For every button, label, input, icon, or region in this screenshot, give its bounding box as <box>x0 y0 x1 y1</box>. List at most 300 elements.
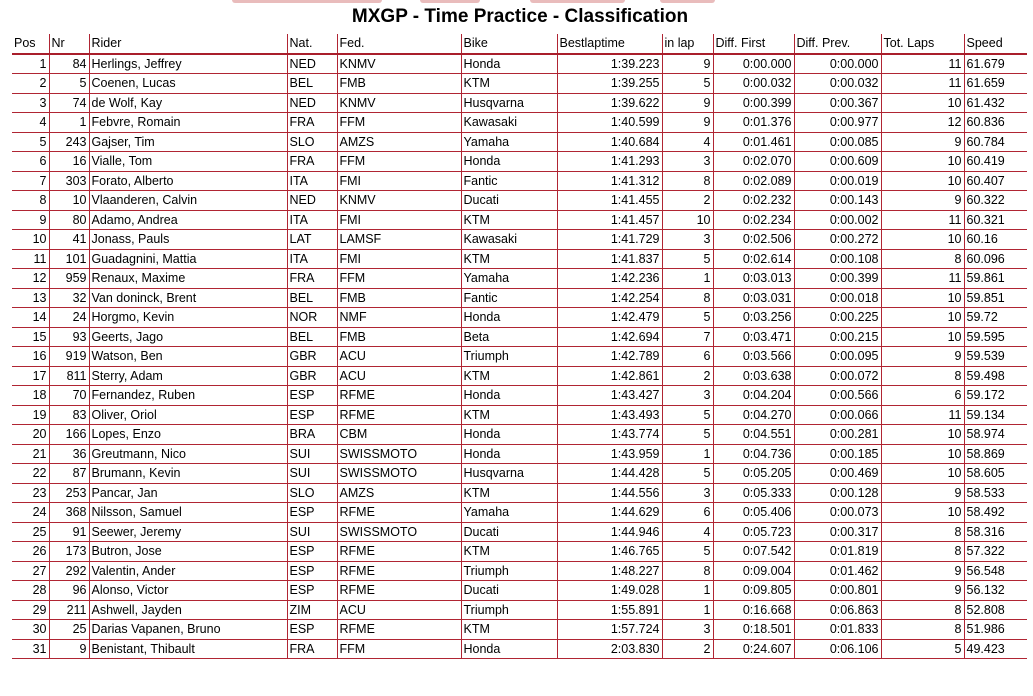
cell-rider: Butron, Jose <box>89 542 287 562</box>
cell-fed: FMB <box>337 327 461 347</box>
cell-rider: Guadagnini, Mattia <box>89 249 287 269</box>
cell-bike: Honda <box>461 425 557 445</box>
cell-tot-laps: 10 <box>881 288 964 308</box>
cell-speed: 58.974 <box>964 425 1027 445</box>
cell-diff-first: 0:00.032 <box>713 74 794 94</box>
cell-diff-first: 0:02.234 <box>713 210 794 230</box>
table-row <box>12 269 1027 289</box>
cell-pos: 2 <box>12 74 49 94</box>
table-row <box>12 74 1027 94</box>
cell-pos: 26 <box>12 542 49 562</box>
cell-nr: 253 <box>49 483 89 503</box>
cell-in-lap: 5 <box>662 464 713 484</box>
cell-in-lap: 2 <box>662 191 713 211</box>
cell-speed: 59.861 <box>964 269 1027 289</box>
cell-diff-prev: 0:00.002 <box>794 210 881 230</box>
cell-bike: Beta <box>461 327 557 347</box>
column-header-fed[interactable]: Fed. <box>337 34 461 54</box>
cell-bestlaptime: 1:39.223 <box>557 54 662 74</box>
cell-bike: Fantic <box>461 288 557 308</box>
cell-tot-laps: 10 <box>881 93 964 113</box>
cell-diff-first: 0:18.501 <box>713 620 794 640</box>
table-row <box>12 464 1027 484</box>
cell-diff-prev: 0:00.399 <box>794 269 881 289</box>
cell-rider: Van doninck, Brent <box>89 288 287 308</box>
cell-fed: RFME <box>337 405 461 425</box>
cell-speed: 60.836 <box>964 113 1027 133</box>
cell-fed: RFME <box>337 561 461 581</box>
cell-diff-first: 0:09.004 <box>713 561 794 581</box>
table-row <box>12 425 1027 445</box>
column-header-nr[interactable]: Nr <box>49 34 89 54</box>
cell-fed: RFME <box>337 581 461 601</box>
column-header-rider[interactable]: Rider <box>89 34 287 54</box>
cell-rider: Forato, Alberto <box>89 171 287 191</box>
cell-rider: Coenen, Lucas <box>89 74 287 94</box>
cell-bestlaptime: 1:42.254 <box>557 288 662 308</box>
cell-bestlaptime: 1:43.959 <box>557 444 662 464</box>
cell-diff-prev: 0:01.462 <box>794 561 881 581</box>
cell-bike: Yamaha <box>461 132 557 152</box>
cell-nat: LAT <box>287 230 337 250</box>
cell-tot-laps: 12 <box>881 113 964 133</box>
cell-tot-laps: 5 <box>881 639 964 659</box>
cell-diff-prev: 0:00.072 <box>794 366 881 386</box>
cell-in-lap: 3 <box>662 230 713 250</box>
cell-in-lap: 4 <box>662 522 713 542</box>
cell-speed: 59.595 <box>964 327 1027 347</box>
cell-speed: 51.986 <box>964 620 1027 640</box>
cell-diff-first: 0:02.089 <box>713 171 794 191</box>
cell-pos: 17 <box>12 366 49 386</box>
cell-pos: 13 <box>12 288 49 308</box>
header-row <box>12 34 1027 54</box>
cell-bike: KTM <box>461 542 557 562</box>
cell-diff-first: 0:00.399 <box>713 93 794 113</box>
cell-nr: 811 <box>49 366 89 386</box>
table-row <box>12 93 1027 113</box>
cell-fed: FMB <box>337 288 461 308</box>
cell-in-lap: 3 <box>662 483 713 503</box>
cell-nat: SLO <box>287 132 337 152</box>
cell-diff-prev: 0:00.977 <box>794 113 881 133</box>
cell-bike: Ducati <box>461 191 557 211</box>
table-row <box>12 347 1027 367</box>
cell-fed: ACU <box>337 347 461 367</box>
cell-tot-laps: 11 <box>881 405 964 425</box>
column-header-pos[interactable]: Pos <box>12 34 49 54</box>
cell-bike: Honda <box>461 444 557 464</box>
cell-bike: Honda <box>461 152 557 172</box>
cell-bike: Husqvarna <box>461 464 557 484</box>
cell-diff-first: 0:02.232 <box>713 191 794 211</box>
cell-diff-first: 0:03.031 <box>713 288 794 308</box>
table-row <box>12 54 1027 74</box>
cell-diff-first: 0:05.333 <box>713 483 794 503</box>
table-row <box>12 230 1027 250</box>
cell-rider: Greutmann, Nico <box>89 444 287 464</box>
cell-rider: Geerts, Jago <box>89 327 287 347</box>
cell-bestlaptime: 1:43.493 <box>557 405 662 425</box>
cell-diff-prev: 0:00.609 <box>794 152 881 172</box>
table-row <box>12 132 1027 152</box>
cell-nr: 84 <box>49 54 89 74</box>
cell-fed: RFME <box>337 542 461 562</box>
column-header-bestlaptime[interactable]: Bestlaptime <box>557 34 662 54</box>
cell-fed: ACU <box>337 366 461 386</box>
page-title: MXGP - Time Practice - Classification <box>351 6 689 27</box>
cell-pos: 23 <box>12 483 49 503</box>
cell-bestlaptime: 1:40.599 <box>557 113 662 133</box>
table-row <box>12 327 1027 347</box>
cell-diff-first: 0:03.013 <box>713 269 794 289</box>
cell-diff-first: 0:03.638 <box>713 366 794 386</box>
cell-nr: 292 <box>49 561 89 581</box>
cell-diff-prev: 0:00.095 <box>794 347 881 367</box>
cell-diff-prev: 0:00.018 <box>794 288 881 308</box>
cell-diff-prev: 0:00.108 <box>794 249 881 269</box>
cell-bestlaptime: 1:41.293 <box>557 152 662 172</box>
cell-diff-first: 0:04.270 <box>713 405 794 425</box>
cell-bestlaptime: 1:41.312 <box>557 171 662 191</box>
cell-in-lap: 4 <box>662 132 713 152</box>
cell-bestlaptime: 1:41.729 <box>557 230 662 250</box>
cell-nr: 368 <box>49 503 89 523</box>
cell-bestlaptime: 1:42.694 <box>557 327 662 347</box>
cell-in-lap: 5 <box>662 249 713 269</box>
cell-nat: GBR <box>287 347 337 367</box>
cell-speed: 52.808 <box>964 600 1027 620</box>
cell-nr: 24 <box>49 308 89 328</box>
cell-fed: FMI <box>337 210 461 230</box>
cell-nat: ZIM <box>287 600 337 620</box>
table-row <box>12 152 1027 172</box>
cell-tot-laps: 9 <box>881 561 964 581</box>
cell-diff-prev: 0:00.185 <box>794 444 881 464</box>
cell-pos: 29 <box>12 600 49 620</box>
cell-speed: 59.172 <box>964 386 1027 406</box>
cell-diff-prev: 0:00.019 <box>794 171 881 191</box>
table-row <box>12 522 1027 542</box>
cell-rider: Gajser, Tim <box>89 132 287 152</box>
cell-nr: 74 <box>49 93 89 113</box>
column-header-in-lap[interactable]: in lap <box>662 34 713 54</box>
cell-speed: 59.539 <box>964 347 1027 367</box>
cell-diff-first: 0:01.376 <box>713 113 794 133</box>
cell-nr: 211 <box>49 600 89 620</box>
table-row <box>12 444 1027 464</box>
cell-tot-laps: 9 <box>881 347 964 367</box>
cell-bike: Honda <box>461 308 557 328</box>
cell-in-lap: 5 <box>662 542 713 562</box>
cell-speed: 60.096 <box>964 249 1027 269</box>
cell-tot-laps: 11 <box>881 54 964 74</box>
cell-speed: 58.605 <box>964 464 1027 484</box>
cell-nr: 32 <box>49 288 89 308</box>
cell-nr: 101 <box>49 249 89 269</box>
cell-diff-first: 0:03.566 <box>713 347 794 367</box>
column-header-diff-first[interactable]: Diff. First <box>713 34 794 54</box>
cell-nr: 70 <box>49 386 89 406</box>
cell-tot-laps: 9 <box>881 483 964 503</box>
cell-bestlaptime: 1:44.629 <box>557 503 662 523</box>
cell-rider: Pancar, Jan <box>89 483 287 503</box>
cell-pos: 22 <box>12 464 49 484</box>
cell-diff-first: 0:02.614 <box>713 249 794 269</box>
cell-bestlaptime: 1:41.837 <box>557 249 662 269</box>
cell-bestlaptime: 1:44.428 <box>557 464 662 484</box>
cell-nr: 41 <box>49 230 89 250</box>
cell-speed: 49.423 <box>964 639 1027 659</box>
table-row <box>12 483 1027 503</box>
cell-bike: Triumph <box>461 347 557 367</box>
cell-diff-first: 0:09.805 <box>713 581 794 601</box>
cell-diff-prev: 0:00.566 <box>794 386 881 406</box>
cell-nr: 303 <box>49 171 89 191</box>
cell-in-lap: 6 <box>662 503 713 523</box>
cell-nat: BEL <box>287 327 337 347</box>
cell-tot-laps: 10 <box>881 425 964 445</box>
cell-nat: BEL <box>287 74 337 94</box>
cell-diff-prev: 0:00.000 <box>794 54 881 74</box>
cell-nr: 919 <box>49 347 89 367</box>
cell-bestlaptime: 1:42.236 <box>557 269 662 289</box>
cell-diff-prev: 0:00.143 <box>794 191 881 211</box>
cell-bike: Triumph <box>461 561 557 581</box>
cell-nr: 5 <box>49 74 89 94</box>
cell-diff-first: 0:04.736 <box>713 444 794 464</box>
cell-bestlaptime: 1:40.684 <box>557 132 662 152</box>
cell-bike: Ducati <box>461 522 557 542</box>
cell-nr: 36 <box>49 444 89 464</box>
cell-rider: Herlings, Jeffrey <box>89 54 287 74</box>
cell-fed: NMF <box>337 308 461 328</box>
table-row <box>12 366 1027 386</box>
table-row <box>12 600 1027 620</box>
cell-nat: SUI <box>287 522 337 542</box>
cell-tot-laps: 10 <box>881 308 964 328</box>
cell-bike: Honda <box>461 639 557 659</box>
cell-in-lap: 1 <box>662 600 713 620</box>
cell-diff-first: 0:07.542 <box>713 542 794 562</box>
cell-in-lap: 2 <box>662 366 713 386</box>
cell-bike: Fantic <box>461 171 557 191</box>
cell-bike: Honda <box>461 54 557 74</box>
cell-rider: Lopes, Enzo <box>89 425 287 445</box>
cell-pos: 1 <box>12 54 49 74</box>
table-body <box>12 54 1027 659</box>
cell-nr: 166 <box>49 425 89 445</box>
cell-bestlaptime: 1:48.227 <box>557 561 662 581</box>
cell-pos: 19 <box>12 405 49 425</box>
cell-diff-first: 0:03.471 <box>713 327 794 347</box>
table-row <box>12 386 1027 406</box>
cell-pos: 30 <box>12 620 49 640</box>
cell-bike: Kawasaki <box>461 113 557 133</box>
cell-bestlaptime: 1:49.028 <box>557 581 662 601</box>
cell-rider: Valentin, Ander <box>89 561 287 581</box>
cell-tot-laps: 6 <box>881 386 964 406</box>
column-header-bike[interactable]: Bike <box>461 34 557 54</box>
cell-diff-prev: 0:00.032 <box>794 74 881 94</box>
table-row <box>12 639 1027 659</box>
cell-in-lap: 9 <box>662 93 713 113</box>
cell-fed: RFME <box>337 503 461 523</box>
cell-pos: 7 <box>12 171 49 191</box>
table-row <box>12 581 1027 601</box>
cell-diff-first: 0:05.723 <box>713 522 794 542</box>
cell-nat: NED <box>287 191 337 211</box>
cell-pos: 31 <box>12 639 49 659</box>
cell-pos: 20 <box>12 425 49 445</box>
cell-diff-prev: 0:00.215 <box>794 327 881 347</box>
cell-diff-first: 0:05.205 <box>713 464 794 484</box>
cell-diff-first: 0:03.256 <box>713 308 794 328</box>
table-row <box>12 503 1027 523</box>
cell-fed: RFME <box>337 386 461 406</box>
cell-pos: 9 <box>12 210 49 230</box>
cell-in-lap: 8 <box>662 171 713 191</box>
cell-rider: Watson, Ben <box>89 347 287 367</box>
cell-speed: 58.869 <box>964 444 1027 464</box>
cell-bike: KTM <box>461 483 557 503</box>
cell-diff-prev: 0:00.469 <box>794 464 881 484</box>
cell-nr: 91 <box>49 522 89 542</box>
cell-nat: FRA <box>287 639 337 659</box>
cell-rider: Benistant, Thibault <box>89 639 287 659</box>
column-header-diff-prev[interactable]: Diff. Prev. <box>794 34 881 54</box>
cell-in-lap: 5 <box>662 425 713 445</box>
cell-nr: 10 <box>49 191 89 211</box>
cell-nat: ESP <box>287 581 337 601</box>
cell-pos: 10 <box>12 230 49 250</box>
cell-fed: FFM <box>337 113 461 133</box>
cell-speed: 58.316 <box>964 522 1027 542</box>
cell-in-lap: 10 <box>662 210 713 230</box>
cell-nr: 87 <box>49 464 89 484</box>
cell-in-lap: 5 <box>662 74 713 94</box>
cell-nr: 16 <box>49 152 89 172</box>
column-header-tot-laps[interactable]: Tot. Laps <box>881 34 964 54</box>
cell-diff-prev: 0:01.833 <box>794 620 881 640</box>
cell-nat: ESP <box>287 386 337 406</box>
cell-in-lap: 2 <box>662 639 713 659</box>
cell-fed: FMI <box>337 171 461 191</box>
cell-pos: 21 <box>12 444 49 464</box>
cell-nr: 83 <box>49 405 89 425</box>
cell-nat: ESP <box>287 542 337 562</box>
cell-diff-first: 0:05.406 <box>713 503 794 523</box>
cell-fed: LAMSF <box>337 230 461 250</box>
cell-pos: 12 <box>12 269 49 289</box>
cell-rider: Nilsson, Samuel <box>89 503 287 523</box>
cell-bestlaptime: 1:55.891 <box>557 600 662 620</box>
cell-tot-laps: 9 <box>881 191 964 211</box>
cell-speed: 59.72 <box>964 308 1027 328</box>
cell-bike: KTM <box>461 210 557 230</box>
cell-nr: 9 <box>49 639 89 659</box>
cell-tot-laps: 8 <box>881 620 964 640</box>
cell-speed: 60.16 <box>964 230 1027 250</box>
cell-rider: Horgmo, Kevin <box>89 308 287 328</box>
cell-bestlaptime: 1:41.457 <box>557 210 662 230</box>
cell-nat: ESP <box>287 503 337 523</box>
cell-fed: RFME <box>337 620 461 640</box>
cell-pos: 5 <box>12 132 49 152</box>
cell-tot-laps: 10 <box>881 230 964 250</box>
cell-tot-laps: 10 <box>881 503 964 523</box>
cell-diff-first: 0:02.070 <box>713 152 794 172</box>
cell-bestlaptime: 1:41.455 <box>557 191 662 211</box>
cell-tot-laps: 8 <box>881 600 964 620</box>
cell-fed: FFM <box>337 639 461 659</box>
cell-bike: KTM <box>461 74 557 94</box>
table-row <box>12 542 1027 562</box>
cell-in-lap: 3 <box>662 620 713 640</box>
cell-speed: 58.492 <box>964 503 1027 523</box>
cell-nr: 959 <box>49 269 89 289</box>
cell-nat: BRA <box>287 425 337 445</box>
cell-speed: 61.679 <box>964 54 1027 74</box>
cell-nat: ITA <box>287 171 337 191</box>
cell-in-lap: 6 <box>662 347 713 367</box>
cell-diff-first: 0:04.551 <box>713 425 794 445</box>
cell-tot-laps: 9 <box>881 132 964 152</box>
cell-fed: KNMV <box>337 93 461 113</box>
cell-nr: 93 <box>49 327 89 347</box>
table-row <box>12 288 1027 308</box>
cell-bestlaptime: 1:46.765 <box>557 542 662 562</box>
cell-speed: 60.407 <box>964 171 1027 191</box>
cell-rider: Adamo, Andrea <box>89 210 287 230</box>
cell-nat: SUI <box>287 444 337 464</box>
cell-bestlaptime: 1:42.789 <box>557 347 662 367</box>
cell-diff-prev: 0:00.073 <box>794 503 881 523</box>
table-row <box>12 308 1027 328</box>
cell-fed: FMI <box>337 249 461 269</box>
cell-in-lap: 8 <box>662 561 713 581</box>
cell-rider: Fernandez, Ruben <box>89 386 287 406</box>
cell-in-lap: 1 <box>662 444 713 464</box>
cell-in-lap: 8 <box>662 288 713 308</box>
cell-tot-laps: 11 <box>881 269 964 289</box>
cell-diff-prev: 0:00.225 <box>794 308 881 328</box>
column-header-nat[interactable]: Nat. <box>287 34 337 54</box>
cell-fed: SWISSMOTO <box>337 464 461 484</box>
cell-rider: Seewer, Jeremy <box>89 522 287 542</box>
column-header-speed[interactable]: Speed <box>964 34 1027 54</box>
cell-rider: Vlaanderen, Calvin <box>89 191 287 211</box>
cell-bike: KTM <box>461 620 557 640</box>
cell-pos: 8 <box>12 191 49 211</box>
cell-nr: 80 <box>49 210 89 230</box>
cell-nr: 243 <box>49 132 89 152</box>
cell-in-lap: 3 <box>662 152 713 172</box>
cell-fed: AMZS <box>337 132 461 152</box>
cell-pos: 25 <box>12 522 49 542</box>
cell-nat: ESP <box>287 620 337 640</box>
cell-bike: Yamaha <box>461 503 557 523</box>
cell-nat: SLO <box>287 483 337 503</box>
cell-fed: ACU <box>337 600 461 620</box>
table-row <box>12 191 1027 211</box>
cell-fed: SWISSMOTO <box>337 522 461 542</box>
cell-rider: Ashwell, Jayden <box>89 600 287 620</box>
cell-rider: Oliver, Oriol <box>89 405 287 425</box>
cell-nat: SUI <box>287 464 337 484</box>
cell-bike: KTM <box>461 405 557 425</box>
table-row <box>12 620 1027 640</box>
